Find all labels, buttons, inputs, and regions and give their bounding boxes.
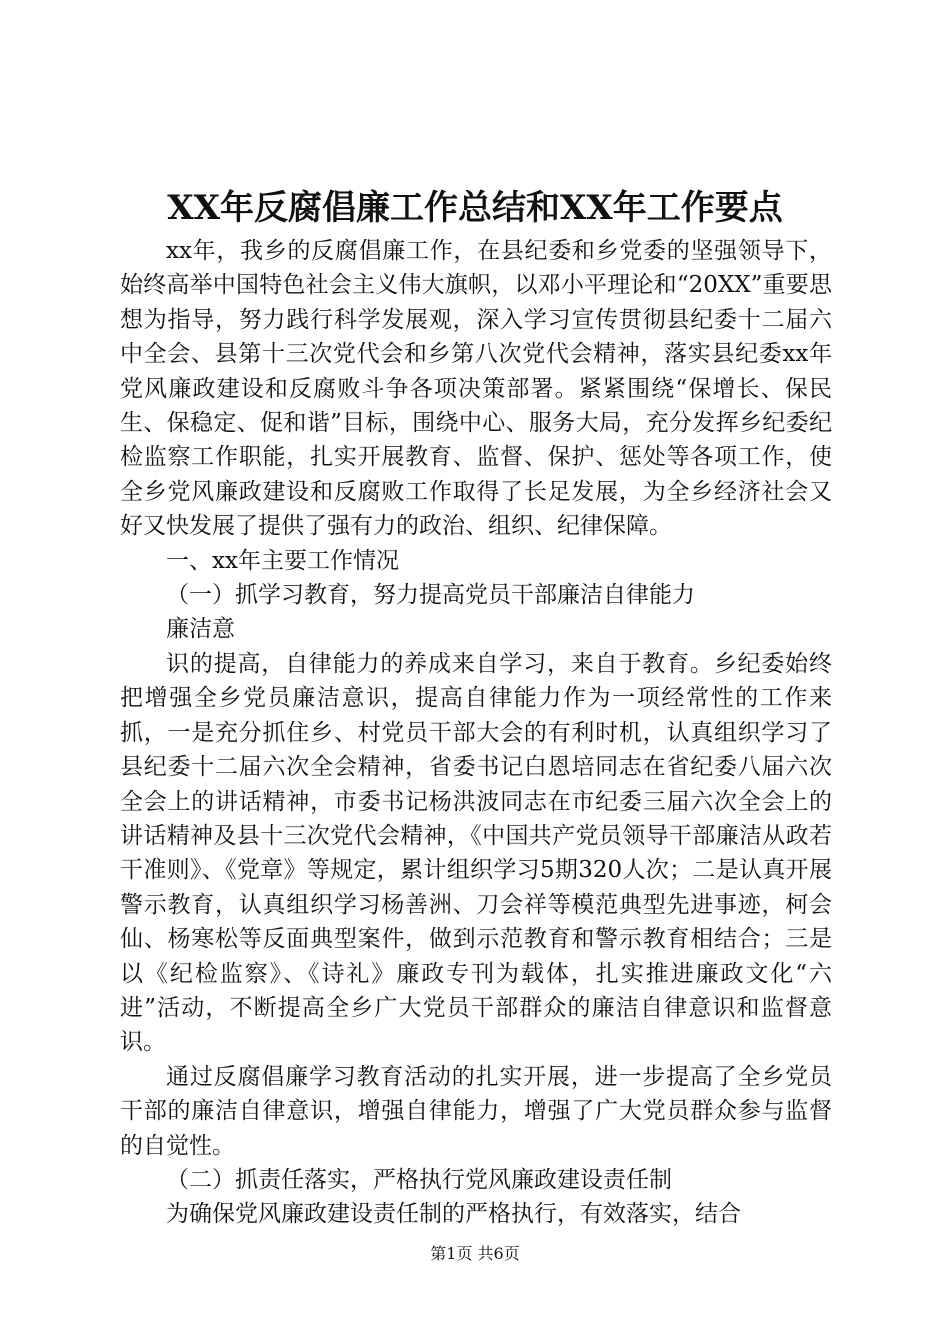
paragraph-intro: xx年，我乡的反腐倡廉工作，在县纪委和乡党委的坚强领导下，始终高举中国特色社会主义伟大旗帜，以邓小平理论和“20XX”重要思想为指导，努力践行科学发展观，深入学习宣传贯彻县纪委十二届六中全会、县第十三次党代会和乡第八次党代会精神，落实县纪委xx年党风廉政建设和反腐败斗争各项决策部署。紧紧围绕“保增长、保民生、保稳定、促和谐”目标，围绕中心、服务大局，充分发挥乡纪委纪检监察工作职能，扎实开展教育、监督、保护、惩处等各项工作，使全乡党风廉政建设和反腐败工作取得了长足发展，为全乡经济社会又好又快发展了提供了强有力的政治、组织、纪律保障。 [120,238,832,540]
paragraph-responsibility: 为确保党风廉政建设责任制的严格执行，有效落实，结合 [166,1201,741,1228]
section-heading-1: 一、xx年主要工作情况 [166,547,399,574]
paragraph-study-result: 通过反腐倡廉学习教育活动的扎实开展，进一步提高了全乡党员干部的廉洁自律意识，增强自律能力，增强了广大党员群众参与监督的自觉性。 [120,1063,832,1159]
paragraph-fragment: 廉洁意 [166,616,235,643]
subsection-heading-2: （二）抓责任落实，严格执行党风廉政建设责任制 [166,1166,672,1193]
paragraph-study-education: 识的提高，自律能力的养成来自学习，来自于教育。乡纪委始终把增强全乡党员廉洁意识，提高自律能力作为一项经常性的工作来抓，一是充分抓住乡、村党员干部大会的有利时机，认真组织学习了县纪委十二届六次全会精神，省委书记白恩培同志在省纪委八届六次全会上的讲话精神，市委书记杨洪波同志在市纪委三届六次全会上的讲话精神及县十三次党代会精神，《中国共产党员领导干部廉洁从政若干准则》、《党章》等规定，累计组织学习5期320人次；二是认真开展警示教育，认真组织学习杨善洲、刀会祥等模范典型先进事迹，柯会仙、杨寒松等反面典型案件，做到示范教育和警示教育相结合；三是以《纪检监察》、《诗礼》廉政专刊为载体，扎实推进廉政文化“六进”活动，不断提高全乡广大党员干部群众的廉洁自律意识和监督意识。 [120,650,832,1056]
document-body [120,234,832,1232]
page-number: 第1页 共6页 [430,1244,520,1263]
subsection-heading-1: （一）抓学习教育，努力提高党员干部廉洁自律能力 [166,582,695,609]
document-title: XX年反腐倡廉工作总结和XX年工作要点 [167,188,783,228]
